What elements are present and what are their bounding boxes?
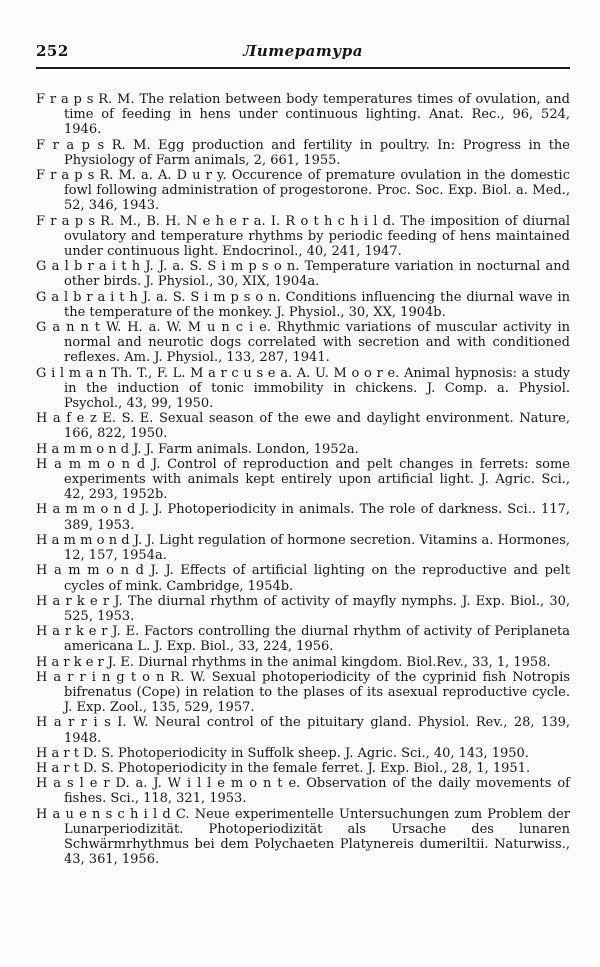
reference-entry: H a r r i n g t o n R. W. Sexual photoperiodicity of the cyprinid fish Notropis bifrenatus (Cope) in relation to the plases of its asexual reproductive cycle. J. Exp. Zool., 135, 529, 1957. (36, 669, 570, 716)
reference-entry: H a r k e r J. The diurnal rhythm of activity of mayfly nymphs. J. Exp. Biol., 30, 525, 1953. (36, 593, 570, 624)
reference-entry: H a m m o n d J. J. Farm animals. London, 1952a. (36, 441, 359, 457)
reference-entry: H a m m o n d J. J. Photoperiodicity in animals. The role of darkness. Sci.. 117, 389, 1953. (36, 502, 570, 533)
reference-entry: G a l b r a i t h J. J. a. S. S i m p s o n. Temperature variation in nocturnal and other birds. J. Physiol., 30, XIX, 1904a. (36, 259, 570, 290)
reference-entry: H a m m o n d J. Control of reproduction and pelt changes in ferrets: some experiments with animals kept entirely upon artificial light. J. Agric. Sci., 42, 293, 1952b. (36, 456, 570, 503)
reference-entry: F r a p s R. M. The relation between body temperatures times of ovulation, and time of feeding in hens under continuous lighting. Anat. Rec., 96, 524, 1946. (36, 92, 570, 138)
header-rule (36, 67, 570, 69)
reference-entry: H a r k e r J. E. Factors controlling the diurnal rhythm of activity of Periplaneta americana L. J. Exp. Biol., 33, 224, 1956. (36, 624, 570, 655)
reference-entry: F r a p s R. M. a. A. D u r y. Occurence of premature ovulation in the domestic fowl following administration of progestorone. Proc. Soc. Exp. Biol. a. Med., 52, 346, 1943. (36, 168, 570, 214)
reference-list (36, 92, 570, 867)
page-number: 252 (36, 42, 69, 60)
running-head (36, 42, 570, 62)
reference-entry: G i l m a n Th. T., F. L. M a r c u s e a. A. U. M o o r e. Animal hypnosis: a study in the induction of tonic immobility in chickens. J. Comp. a. Physiol. Psychol., 43, 99, 1950. (36, 365, 570, 412)
reference-entry: H a m m o n d J. J. Light regulation of hormone secretion. Vitamins a. Hormones, 12, 157, 1954a. (36, 532, 570, 564)
reference-entry: H a r k e r J. E. Diurnal rhythms in the animal kingdom. Biol.Rev., 33, 1, 1958. (36, 654, 551, 670)
reference-entry: G a l b r a i t h J. a. S. S i m p s o n. Conditions influencing the diurnal wave in the temperature of the monkey. J. Physiol., 30, XX, 1904b. (36, 289, 570, 320)
reference-entry: F r a p s R. M., B. H. N e h e r a. I. R o t h c h i l d. The imposition of diurnal ovulatory and temperature rhythms by periodic feeding of hens maintained under continuous light. Endocrinol., 40, 241, 1947. (36, 213, 570, 260)
reference-entry: F r a p s R. M. Egg production and fertility in poultry. In: Progress in the Physiology of Farm animals, 2, 661, 1955. (36, 137, 570, 168)
reference-entry: G a n n t W. H. a. W. M u n c i e. Rhythmic variations of muscular activity in normal and neurotic dogs correlated with secretion and with conditioned reflexes. Am. J. Physiol., 133, 287, 1941. (36, 320, 570, 366)
page-header-title: Литература (243, 42, 363, 60)
reference-entry: H a u e n s c h i l d C. Neue experimentelle Untersuchungen zum Problem der Lunarperiodizität. Photoperiodizität als Ursache des lunaren Schwärmrhythmus bei dem Polychaeten Platynereis dumeriltii. Naturwiss., 43, 361, 1956. (36, 806, 570, 868)
reference-entry: H a r t D. S. Photoperiodicity in Suffolk sheep. J. Agric. Sci., 40, 143, 1950. (36, 745, 529, 761)
reference-entry: H a m m o n d J. J. Effects of artificial lighting on the reproductive and pelt cycles of mink. Cambridge, 1954b. (36, 563, 570, 594)
reference-entry: H a s l e r D. a. J. W i l l e m o n t e. Observation of the daily movements of fishes. Sci., 118, 321, 1953. (36, 776, 570, 807)
reference-entry: H a r t D. S. Photoperiodicity in the female ferret. J. Exp. Biol., 28, 1, 1951. (36, 760, 531, 776)
reference-entry: H a f e z E. S. E. Sexual season of the ewe and daylight environment. Nature, 166, 822, 1950. (36, 411, 570, 442)
reference-entry: H a r r i s I. W. Neural control of the pituitary gland. Physiol. Rev., 28, 139, 1948. (36, 715, 570, 746)
